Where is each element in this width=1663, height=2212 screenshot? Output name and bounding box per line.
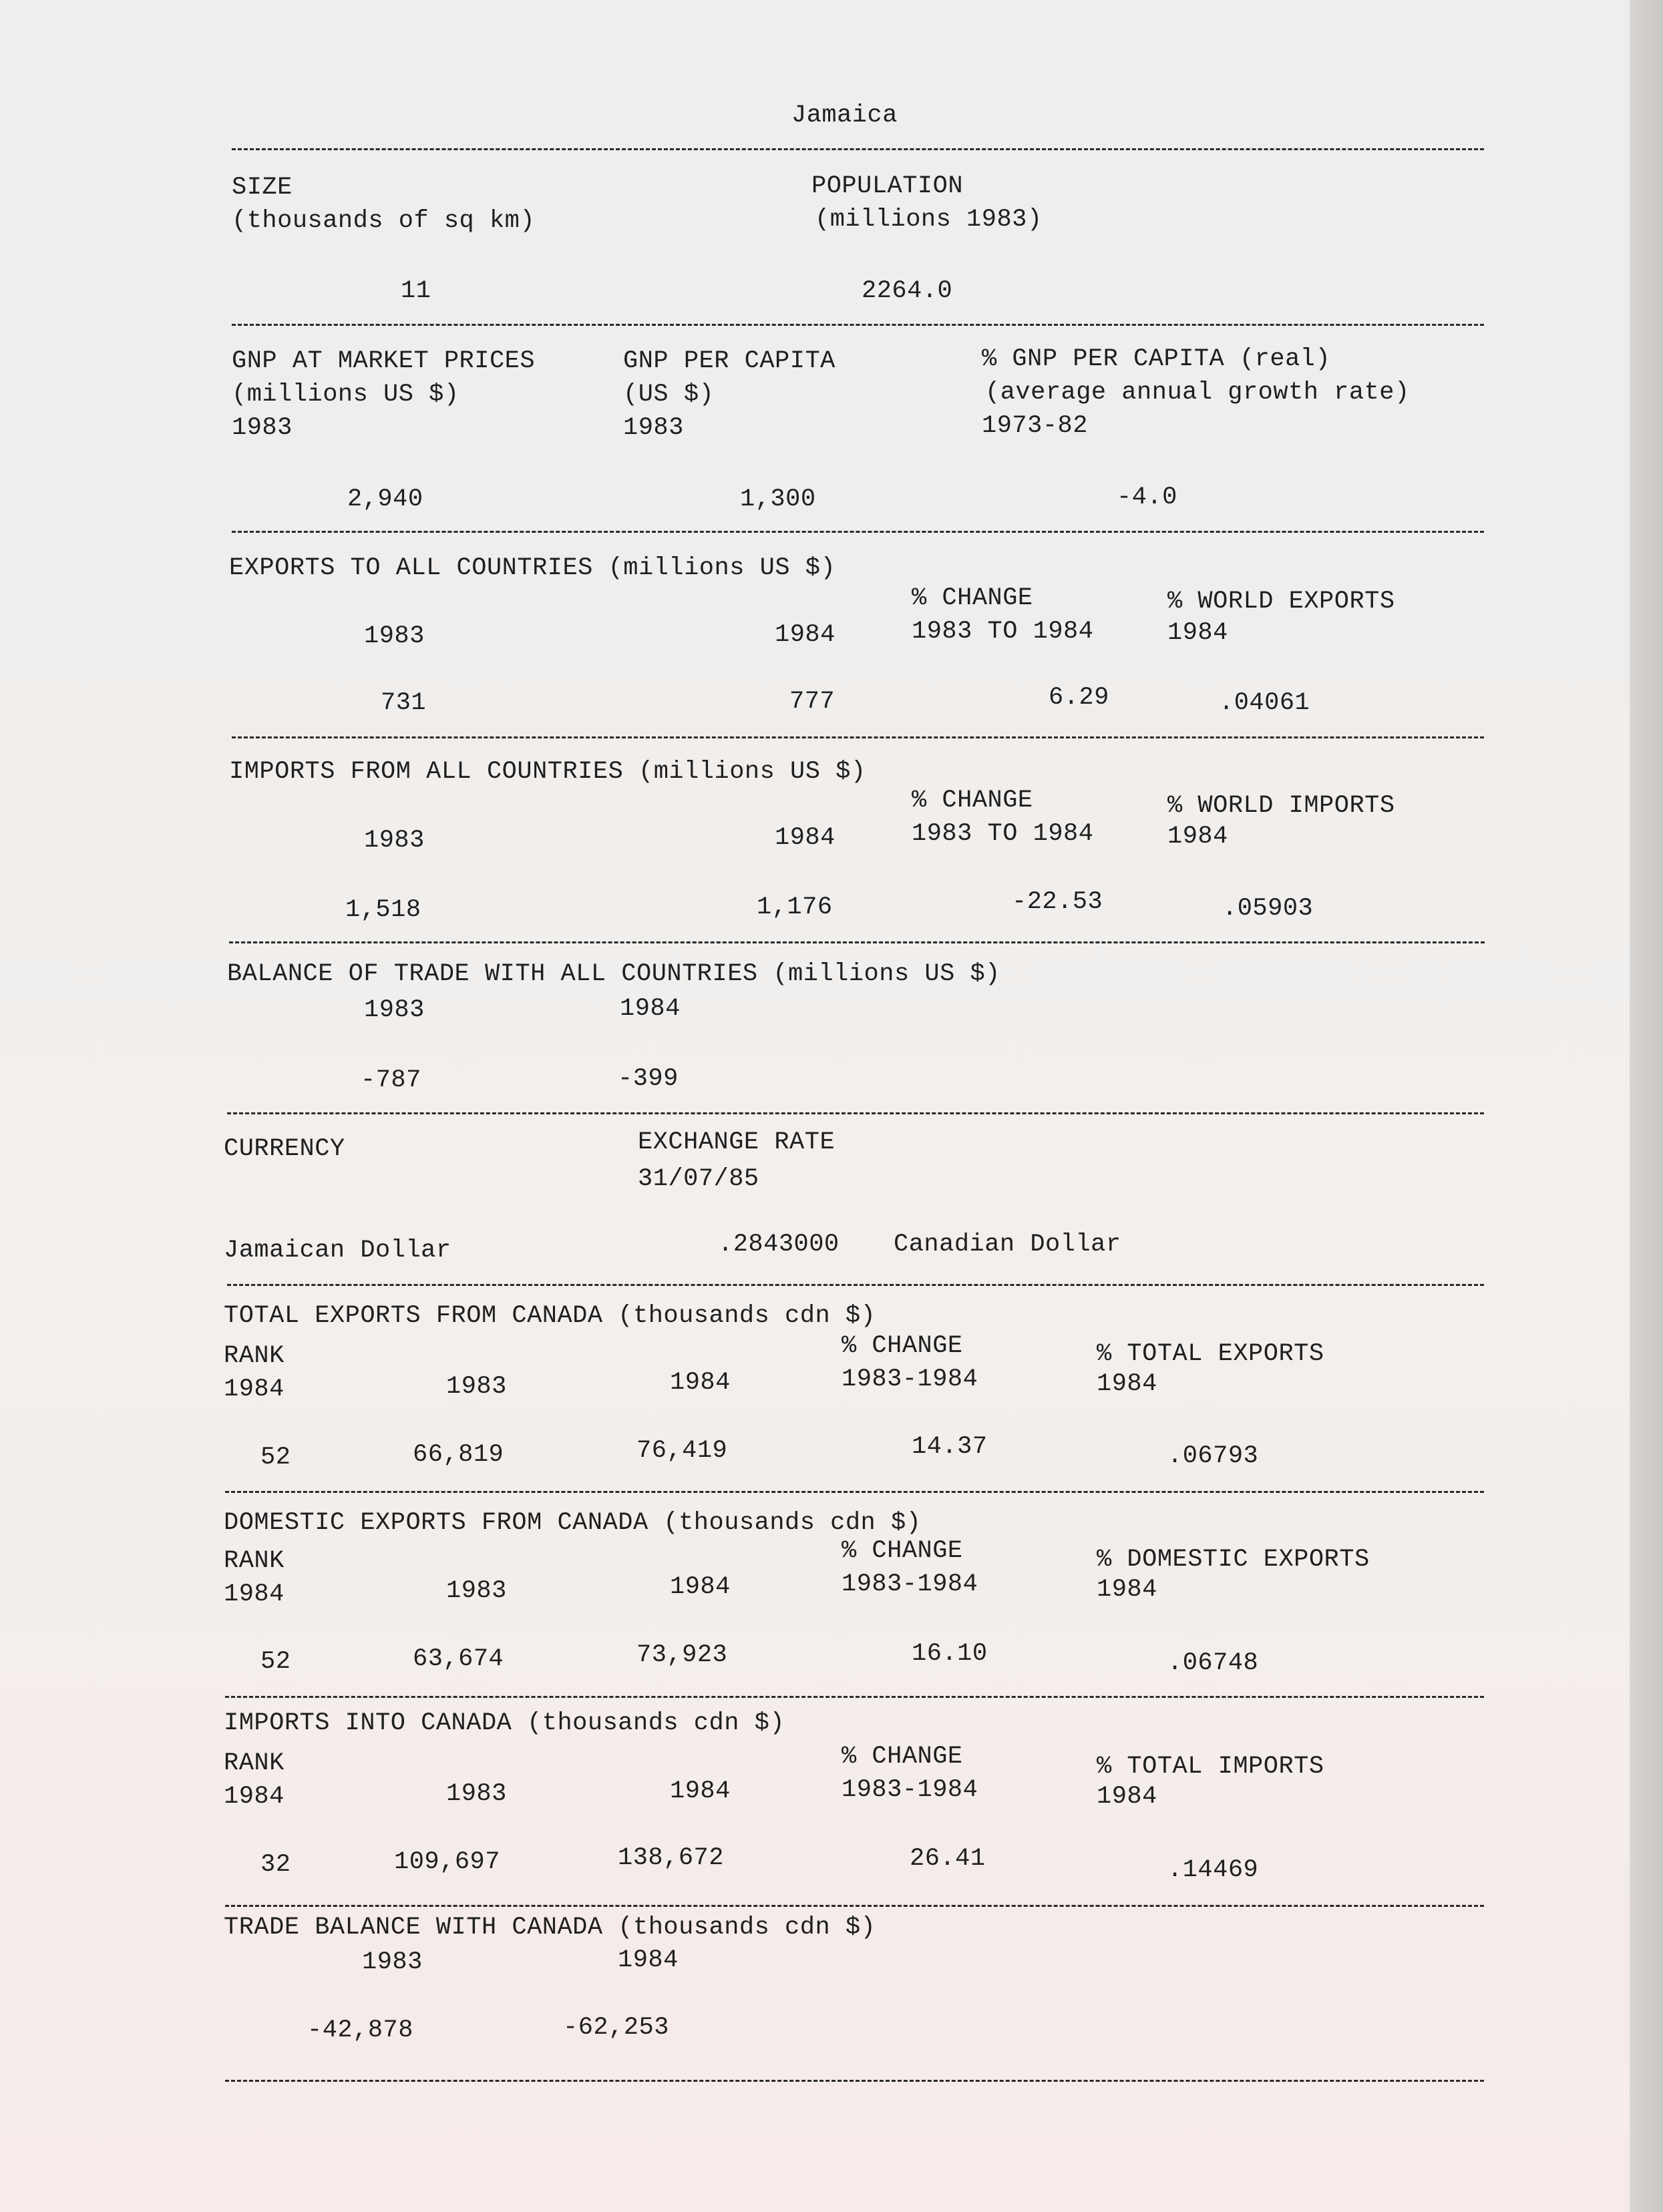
imports-canada-rank-year: 1984	[224, 1783, 285, 1811]
exchange-rate-value: .2843000	[718, 1231, 840, 1259]
balance-world-year-1983: 1983	[364, 996, 425, 1024]
balance-world-1983: -787	[361, 1066, 421, 1094]
gnp-growth-unit: (average annual growth rate)	[985, 379, 1410, 407]
divider	[225, 1696, 1484, 1698]
domestic-exports-share-label: % DOMESTIC EXPORTS	[1097, 1546, 1370, 1574]
domestic-exports-rank: 52	[260, 1648, 291, 1676]
imports-world-1983: 1,518	[345, 896, 421, 924]
trade-balance-year-1984: 1984	[618, 1946, 679, 1974]
domestic-exports-change-label: % CHANGE	[842, 1537, 963, 1565]
imports-world-year-1983: 1983	[364, 827, 425, 855]
trade-balance-canada-label: TRADE BALANCE WITH CANADA (thousands cdn $)	[224, 1914, 876, 1942]
size-value: 11	[401, 277, 431, 305]
trade-balance-1984: -62,253	[563, 2014, 669, 2042]
exports-world-1983: 731	[381, 689, 427, 717]
domestic-exports-year-1984: 1984	[670, 1573, 731, 1601]
imports-canada-1983: 109,697	[394, 1848, 500, 1876]
document-title: Jamaica	[791, 101, 898, 130]
divider	[232, 736, 1484, 738]
imports-canada-share: .14469	[1167, 1856, 1259, 1884]
gnp-growth-label: % GNP PER CAPITA (real)	[982, 345, 1331, 373]
page-edge	[1630, 0, 1663, 2212]
domestic-exports-year-1983: 1983	[446, 1577, 507, 1605]
population-value: 2264.0	[862, 277, 953, 305]
imports-canada-share-year: 1984	[1097, 1783, 1157, 1811]
divider	[227, 1112, 1484, 1114]
imports-canada-rank-label: RANK	[224, 1749, 285, 1777]
divider	[232, 531, 1484, 533]
domestic-exports-share: .06748	[1167, 1649, 1259, 1677]
total-exports-change: 14.37	[912, 1433, 988, 1461]
divider	[229, 941, 1485, 943]
total-exports-rank: 52	[260, 1444, 291, 1472]
gnp-growth-value: -4.0	[1117, 483, 1177, 511]
exports-world-change: 6.29	[1049, 684, 1109, 712]
exchange-rate-unit: Canadian Dollar	[894, 1231, 1121, 1259]
imports-world-share: .05903	[1222, 895, 1314, 923]
total-exports-rank-label: RANK	[224, 1342, 285, 1370]
domestic-exports-rank-year: 1984	[224, 1580, 285, 1608]
balance-world-1984: -399	[618, 1065, 679, 1093]
exports-world-label: EXPORTS TO ALL COUNTRIES (millions US $)	[229, 554, 836, 582]
imports-canada-share-label: % TOTAL IMPORTS	[1097, 1753, 1324, 1781]
imports-world-change-period: 1983 TO 1984	[912, 820, 1094, 848]
imports-canada-rank: 32	[260, 1851, 291, 1879]
currency-name: Jamaican Dollar	[224, 1237, 451, 1265]
imports-canada-label: IMPORTS INTO CANADA (thousands cdn $)	[224, 1709, 785, 1737]
divider	[225, 2080, 1484, 2082]
gnp-per-capita-value: 1,300	[740, 485, 816, 513]
imports-canada-change: 26.41	[910, 1845, 986, 1873]
total-exports-share: .06793	[1167, 1442, 1259, 1470]
gnp-unit: (millions US $)	[232, 381, 459, 409]
total-exports-canada-label: TOTAL EXPORTS FROM CANADA (thousands cdn $)	[224, 1302, 876, 1330]
domestic-exports-change-period: 1983-1984	[842, 1570, 978, 1598]
imports-world-change-label: % CHANGE	[912, 787, 1033, 815]
balance-world-label: BALANCE OF TRADE WITH ALL COUNTRIES (millions US $)	[227, 960, 1000, 988]
total-exports-year-1984: 1984	[670, 1369, 731, 1397]
size-label: SIZE	[232, 174, 293, 202]
exports-world-share-label: % WORLD EXPORTS	[1167, 588, 1395, 616]
total-exports-year-1983: 1983	[446, 1373, 507, 1401]
divider	[225, 1905, 1484, 1907]
exports-world-change-period: 1983 TO 1984	[912, 618, 1094, 646]
exports-world-change-label: % CHANGE	[912, 584, 1033, 612]
imports-world-1984: 1,176	[757, 893, 833, 921]
gnp-growth-period: 1973-82	[982, 412, 1088, 440]
total-exports-rank-year: 1984	[224, 1375, 285, 1403]
gnp-per-capita-year: 1983	[623, 414, 684, 442]
total-exports-1983: 66,819	[413, 1441, 504, 1469]
currency-label: CURRENCY	[224, 1135, 345, 1163]
gnp-per-capita-label: GNP PER CAPITA	[623, 347, 836, 375]
gnp-value: 2,940	[347, 485, 423, 513]
imports-world-share-label: % WORLD IMPORTS	[1167, 792, 1395, 820]
exports-world-1984: 777	[789, 688, 836, 716]
gnp-year: 1983	[232, 414, 293, 442]
population-unit: (millions 1983)	[815, 206, 1043, 234]
exports-world-year-1983: 1983	[364, 622, 425, 650]
gnp-per-capita-unit: (US $)	[623, 381, 715, 409]
imports-world-share-year: 1984	[1167, 823, 1228, 851]
total-exports-change-label: % CHANGE	[842, 1332, 963, 1360]
domestic-exports-rank-label: RANK	[224, 1547, 285, 1575]
imports-canada-change-label: % CHANGE	[842, 1743, 963, 1771]
domestic-exports-change: 16.10	[912, 1640, 988, 1668]
population-label: POPULATION	[811, 172, 964, 200]
exports-world-year-1984: 1984	[775, 621, 836, 649]
imports-canada-year-1983: 1983	[446, 1780, 507, 1808]
exports-world-share-year: 1984	[1167, 619, 1228, 647]
trade-balance-1983: -42,878	[307, 2016, 413, 2044]
imports-world-label: IMPORTS FROM ALL COUNTRIES (millions US $)	[229, 758, 866, 786]
divider	[225, 1491, 1484, 1493]
imports-canada-year-1984: 1984	[670, 1777, 731, 1805]
total-exports-share-label: % TOTAL EXPORTS	[1097, 1340, 1324, 1368]
imports-world-year-1984: 1984	[775, 824, 836, 852]
domestic-exports-1983: 63,674	[413, 1645, 504, 1673]
total-exports-1984: 76,419	[636, 1437, 728, 1465]
domestic-exports-canada-label: DOMESTIC EXPORTS FROM CANADA (thousands cdn $)	[224, 1509, 922, 1537]
divider	[232, 324, 1484, 326]
exports-world-share: .04061	[1219, 689, 1310, 717]
exchange-rate-date: 31/07/85	[638, 1165, 759, 1193]
total-exports-change-period: 1983-1984	[842, 1365, 978, 1393]
size-unit: (thousands of sq km)	[232, 207, 536, 235]
imports-canada-1984: 138,672	[618, 1844, 724, 1872]
trade-balance-year-1983: 1983	[362, 1948, 423, 1976]
domestic-exports-share-year: 1984	[1097, 1576, 1157, 1604]
imports-canada-change-period: 1983-1984	[842, 1776, 978, 1804]
gnp-label: GNP AT MARKET PRICES	[232, 347, 536, 375]
imports-world-change: -22.53	[1012, 888, 1103, 916]
balance-world-year-1984: 1984	[620, 995, 681, 1023]
divider	[232, 148, 1484, 150]
divider	[227, 1284, 1484, 1286]
domestic-exports-1984: 73,923	[636, 1641, 728, 1669]
total-exports-share-year: 1984	[1097, 1370, 1157, 1398]
exchange-rate-label: EXCHANGE RATE	[638, 1128, 836, 1156]
